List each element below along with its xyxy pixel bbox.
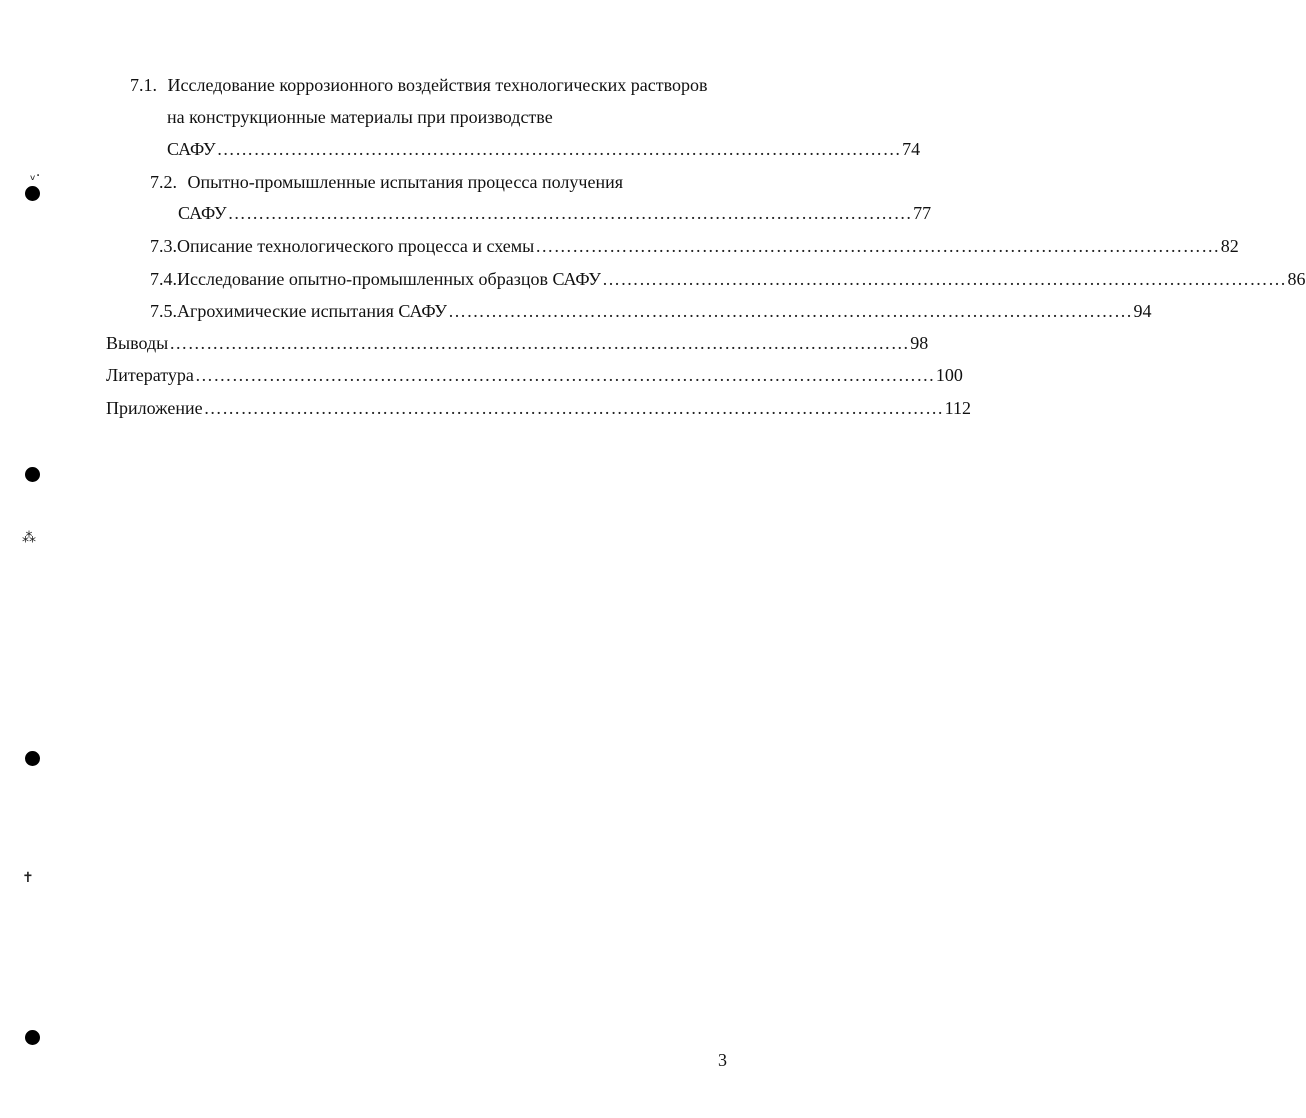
toc-dot-leader: ………………………………………………………………………………………………………… [203, 398, 944, 418]
binder-hole [25, 186, 40, 201]
toc-item-7-3-number: 7.3. [150, 236, 177, 256]
toc-item-7-1-page: 74 [902, 139, 921, 159]
toc-dot-leader: ………………………………………………………………………………………………… [227, 203, 913, 223]
toc-item-7-4-number: 7.4. [150, 269, 177, 289]
toc-item-7-2-line1 [150, 171, 623, 193]
toc-item-7-2-title-line2: САФУ [178, 203, 227, 223]
toc-item-literature[interactable] [106, 364, 963, 386]
toc-item-7-1-line1 [130, 74, 707, 96]
toc-item-7-1-title-line1: Исследование коррозионного воздействия технологических растворов [167, 75, 708, 95]
toc-item-conclusions[interactable] [106, 332, 929, 354]
toc-item-7-5-title: Агрохимические испытания САФУ [177, 301, 447, 321]
binder-hole [25, 1030, 40, 1045]
toc-item-7-1-number: 7.1. [130, 75, 157, 95]
scan-mark: ᵥ· [30, 168, 41, 184]
toc-dot-leader: ………………………………………………………………………………………………… [216, 139, 902, 159]
toc-item-appendix[interactable] [106, 397, 971, 419]
toc-conclusions-title: Выводы [106, 333, 169, 353]
toc-appendix-page: 112 [944, 398, 971, 418]
toc-item-7-1-title-line2: на конструкционные материалы при производстве [167, 107, 553, 127]
page-number: 3 [718, 1050, 727, 1070]
toc-item-7-5-number: 7.5. [150, 301, 177, 321]
scan-mark: ⁂ [22, 530, 36, 546]
toc-item-7-3[interactable] [150, 235, 1239, 257]
scan-mark: ✝ [22, 870, 34, 886]
toc-item-7-2-page: 77 [913, 203, 932, 223]
toc-dot-leader: ………………………………………………………………………………………………………… [194, 365, 935, 385]
toc-dot-leader: ………………………………………………………………………………………………………… [169, 333, 910, 353]
toc-item-7-4-page: 86 [1287, 269, 1306, 289]
toc-item-7-2-line2[interactable] [178, 202, 932, 224]
binder-hole [25, 751, 40, 766]
binder-hole [25, 467, 40, 482]
toc-item-7-1-line3[interactable] [167, 138, 921, 160]
toc-item-7-2-title-line1: Опытно-промышленные испытания процесса получения [187, 172, 623, 192]
toc-item-7-3-page: 82 [1220, 236, 1239, 256]
toc-conclusions-page: 98 [910, 333, 929, 353]
toc-item-7-5[interactable] [150, 300, 1152, 322]
toc-dot-leader: ………………………………………………………………………………………………… [602, 269, 1287, 289]
toc-item-7-4[interactable] [150, 268, 1306, 290]
toc-item-7-4-title: Исследование опытно-промышленных образцов САФУ [177, 269, 602, 289]
toc-appendix-title: Приложение [106, 398, 203, 418]
toc-dot-leader: ………………………………………………………………………………………………… [447, 301, 1133, 321]
toc-literature-page: 100 [935, 365, 963, 385]
toc-item-7-3-title: Описание технологического процесса и схемы [177, 236, 535, 256]
toc-dot-leader: ………………………………………………………………………………………………… [535, 236, 1220, 256]
toc-item-7-5-page: 94 [1133, 301, 1152, 321]
toc-item-7-2-number: 7.2. [150, 172, 177, 192]
toc-item-7-1-title-line3: САФУ [167, 139, 216, 159]
toc-literature-title: Литература [106, 365, 194, 385]
